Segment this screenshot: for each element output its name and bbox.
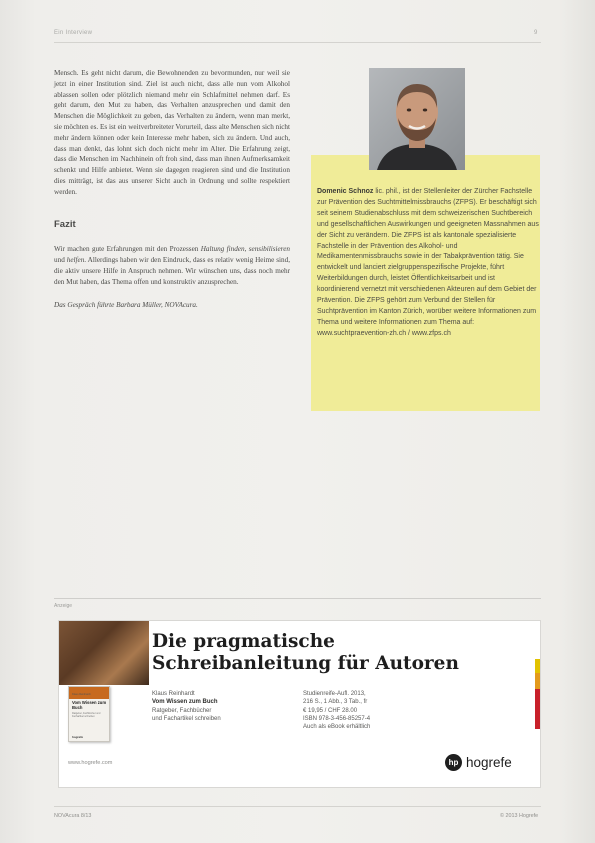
- book-cover-title: Vom Wissen zum Buch: [72, 700, 107, 710]
- bio-links[interactable]: www.suchtpraevention-zh.ch / www.zfps.ch: [317, 329, 451, 337]
- ad-book-title: Vom Wissen zum Buch: [152, 699, 218, 706]
- ad-accent-orange: [535, 673, 540, 689]
- ad-divider: [54, 598, 541, 599]
- author-bio: [317, 187, 539, 340]
- ad-meta-line: Studienreife-Aufl. 2013,: [303, 691, 366, 697]
- ad-accent-red: [535, 689, 540, 729]
- ad-accent-yellow: [535, 659, 540, 673]
- running-head: Ein Interview: [54, 30, 93, 36]
- ad-headline-line: Schreibanleitung für Autoren: [152, 653, 459, 674]
- conclusion-emphasis: helfen: [66, 256, 85, 265]
- hogrefe-logo[interactable]: [445, 752, 512, 772]
- conclusion-text: und: [54, 256, 67, 265]
- author-name: Domenic Schnoz: [317, 188, 374, 195]
- footer-divider: [54, 806, 541, 807]
- ad-book-meta: [303, 690, 423, 731]
- book-cover[interactable]: [68, 686, 110, 742]
- book-cover-subtitle: Ratgeber, Fachbücher und Fachartikel schreiben: [72, 712, 101, 718]
- ad-meta-line: 216 S., 1 Abb., 3 Tab., fr: [303, 699, 368, 706]
- section-heading: Fazit: [54, 218, 76, 230]
- book-cover-author: Klaus Reinhardt: [72, 693, 91, 696]
- ad-headline-line: Die pragmatische: [152, 631, 335, 652]
- ad-author: Klaus Reinhardt: [152, 691, 195, 697]
- footer-copyright: © 2013 Hogrefe: [500, 813, 539, 819]
- article-paragraph-conclusion: [54, 244, 290, 287]
- ad-book-subtitle: und Fachartikel schreiben: [152, 715, 221, 722]
- ad-label: Anzeige: [54, 603, 73, 609]
- interview-credit: Das Gespräch führte Barbara Müller, NOVAcura.: [54, 300, 198, 309]
- ad-meta-line: Auch als eBook erhältlich: [303, 724, 371, 731]
- ad-headline: [152, 631, 532, 675]
- header-divider: [54, 42, 541, 43]
- ad-meta-line: € 19,95 / CHF 28.00: [303, 707, 358, 714]
- conclusion-text: . Allerdings haben wir den Eindruck, dass es relativ wenig Heime sind, die aktiv unsere Hilfe in Anspruch nehmen. Wir wünschen uns, dass noch mehr den Mut haben, das Thema offen und konstruktiv anzusprechen.: [54, 256, 290, 286]
- ad-header-photo: [59, 621, 149, 685]
- ad-url-link[interactable]: www.hogrefe.com: [68, 760, 113, 766]
- page-number: 9: [534, 30, 538, 36]
- ad-book-subtitle: Ratgeber, Fachbücher: [152, 707, 212, 714]
- hogrefe-logo-text: hogrefe: [466, 754, 512, 770]
- article-paragraph: Mensch. Es geht nicht darum, die Bewohnenden zu bevormunden, nur weil sie jetzt in einer Institution sind. Ziel ist auch nicht, dass alle nun vom Alkohol ablassen sollen oder plötzlich niemand mehr ein Schlafmittel nehmen darf. Es geht darum, den Mut zu haben, das Verhalten anzusprechen und damit den Menschen die Möglichkeit zu geben, das Verhalten zu ändern, wenn man merkt, sie möchten es. Es ist ein weitverbreiteter Vorurteil, dass alte Menschen sich nicht mehr ändern können oder kein Interesse mehr haben, sich zu ändern. Und auch, dass man denkt, das lohnt sich doch nicht mehr im Alter. Die Erfahrung zeigt, dass die Menschen im Nachhinein oft froh sind, dass man ihnen Aufmerksamkeit schenkt und Hilfe anbietet. Wenn sie dagegen reagieren sind und die Institution dies mitträgt, ist das aus unserer Sicht auch in Ordnung und sollte respektiert werden.: [54, 69, 290, 196]
- ad-book-info: [152, 690, 282, 723]
- book-cover-publisher: hogrefe: [72, 735, 84, 739]
- conclusion-text: Wir machen gute Erfahrungen mit den Prozessen: [54, 245, 201, 254]
- author-portrait: [369, 68, 465, 170]
- hogrefe-logo-icon: hp: [445, 754, 462, 771]
- footer-issue: NOVAcura 8/13: [54, 813, 92, 819]
- conclusion-emphasis: Haltung finden, sensibilisieren: [200, 245, 290, 254]
- author-bio-text: lic. phil., ist der Stellenleiter der Zürcher Fachstelle zur Prävention des Suchtmittelmissbrauchs (ZFPS). Er beschäftigt sich seit seinem Studienabschluss mit dem schweizerischen Suchtbereich und gesellschaftlichen Auswirkungen und geeigneten Massnahmen aus der Sicht zu verändern. Die ZFPS ist als kantonale spezialisierte Fachstelle in der Prävention des Alkohol- und Medikamentenmissbrauchs sowie in der Tabakprävention tätig. Sie entwickelt und lanciert zielgruppenspezifische Projekte, führt Weiterbildungen durch, leistet Öffentlichkeitsarbeit und ist koordinierend vernetzt mit verschiedenen Akteuren auf dem Gebiet der Prävention. Die ZFPS gehört zum Verbund der Stellen für Suchtprävention im Kanton Zürich, worüber weitere Informationen zum Thema und weitere Informationen zum Thema auf:: [317, 188, 539, 326]
- ad-meta-line: ISBN 978-3-456-85257-4: [303, 715, 371, 722]
- article-body: [54, 68, 290, 310]
